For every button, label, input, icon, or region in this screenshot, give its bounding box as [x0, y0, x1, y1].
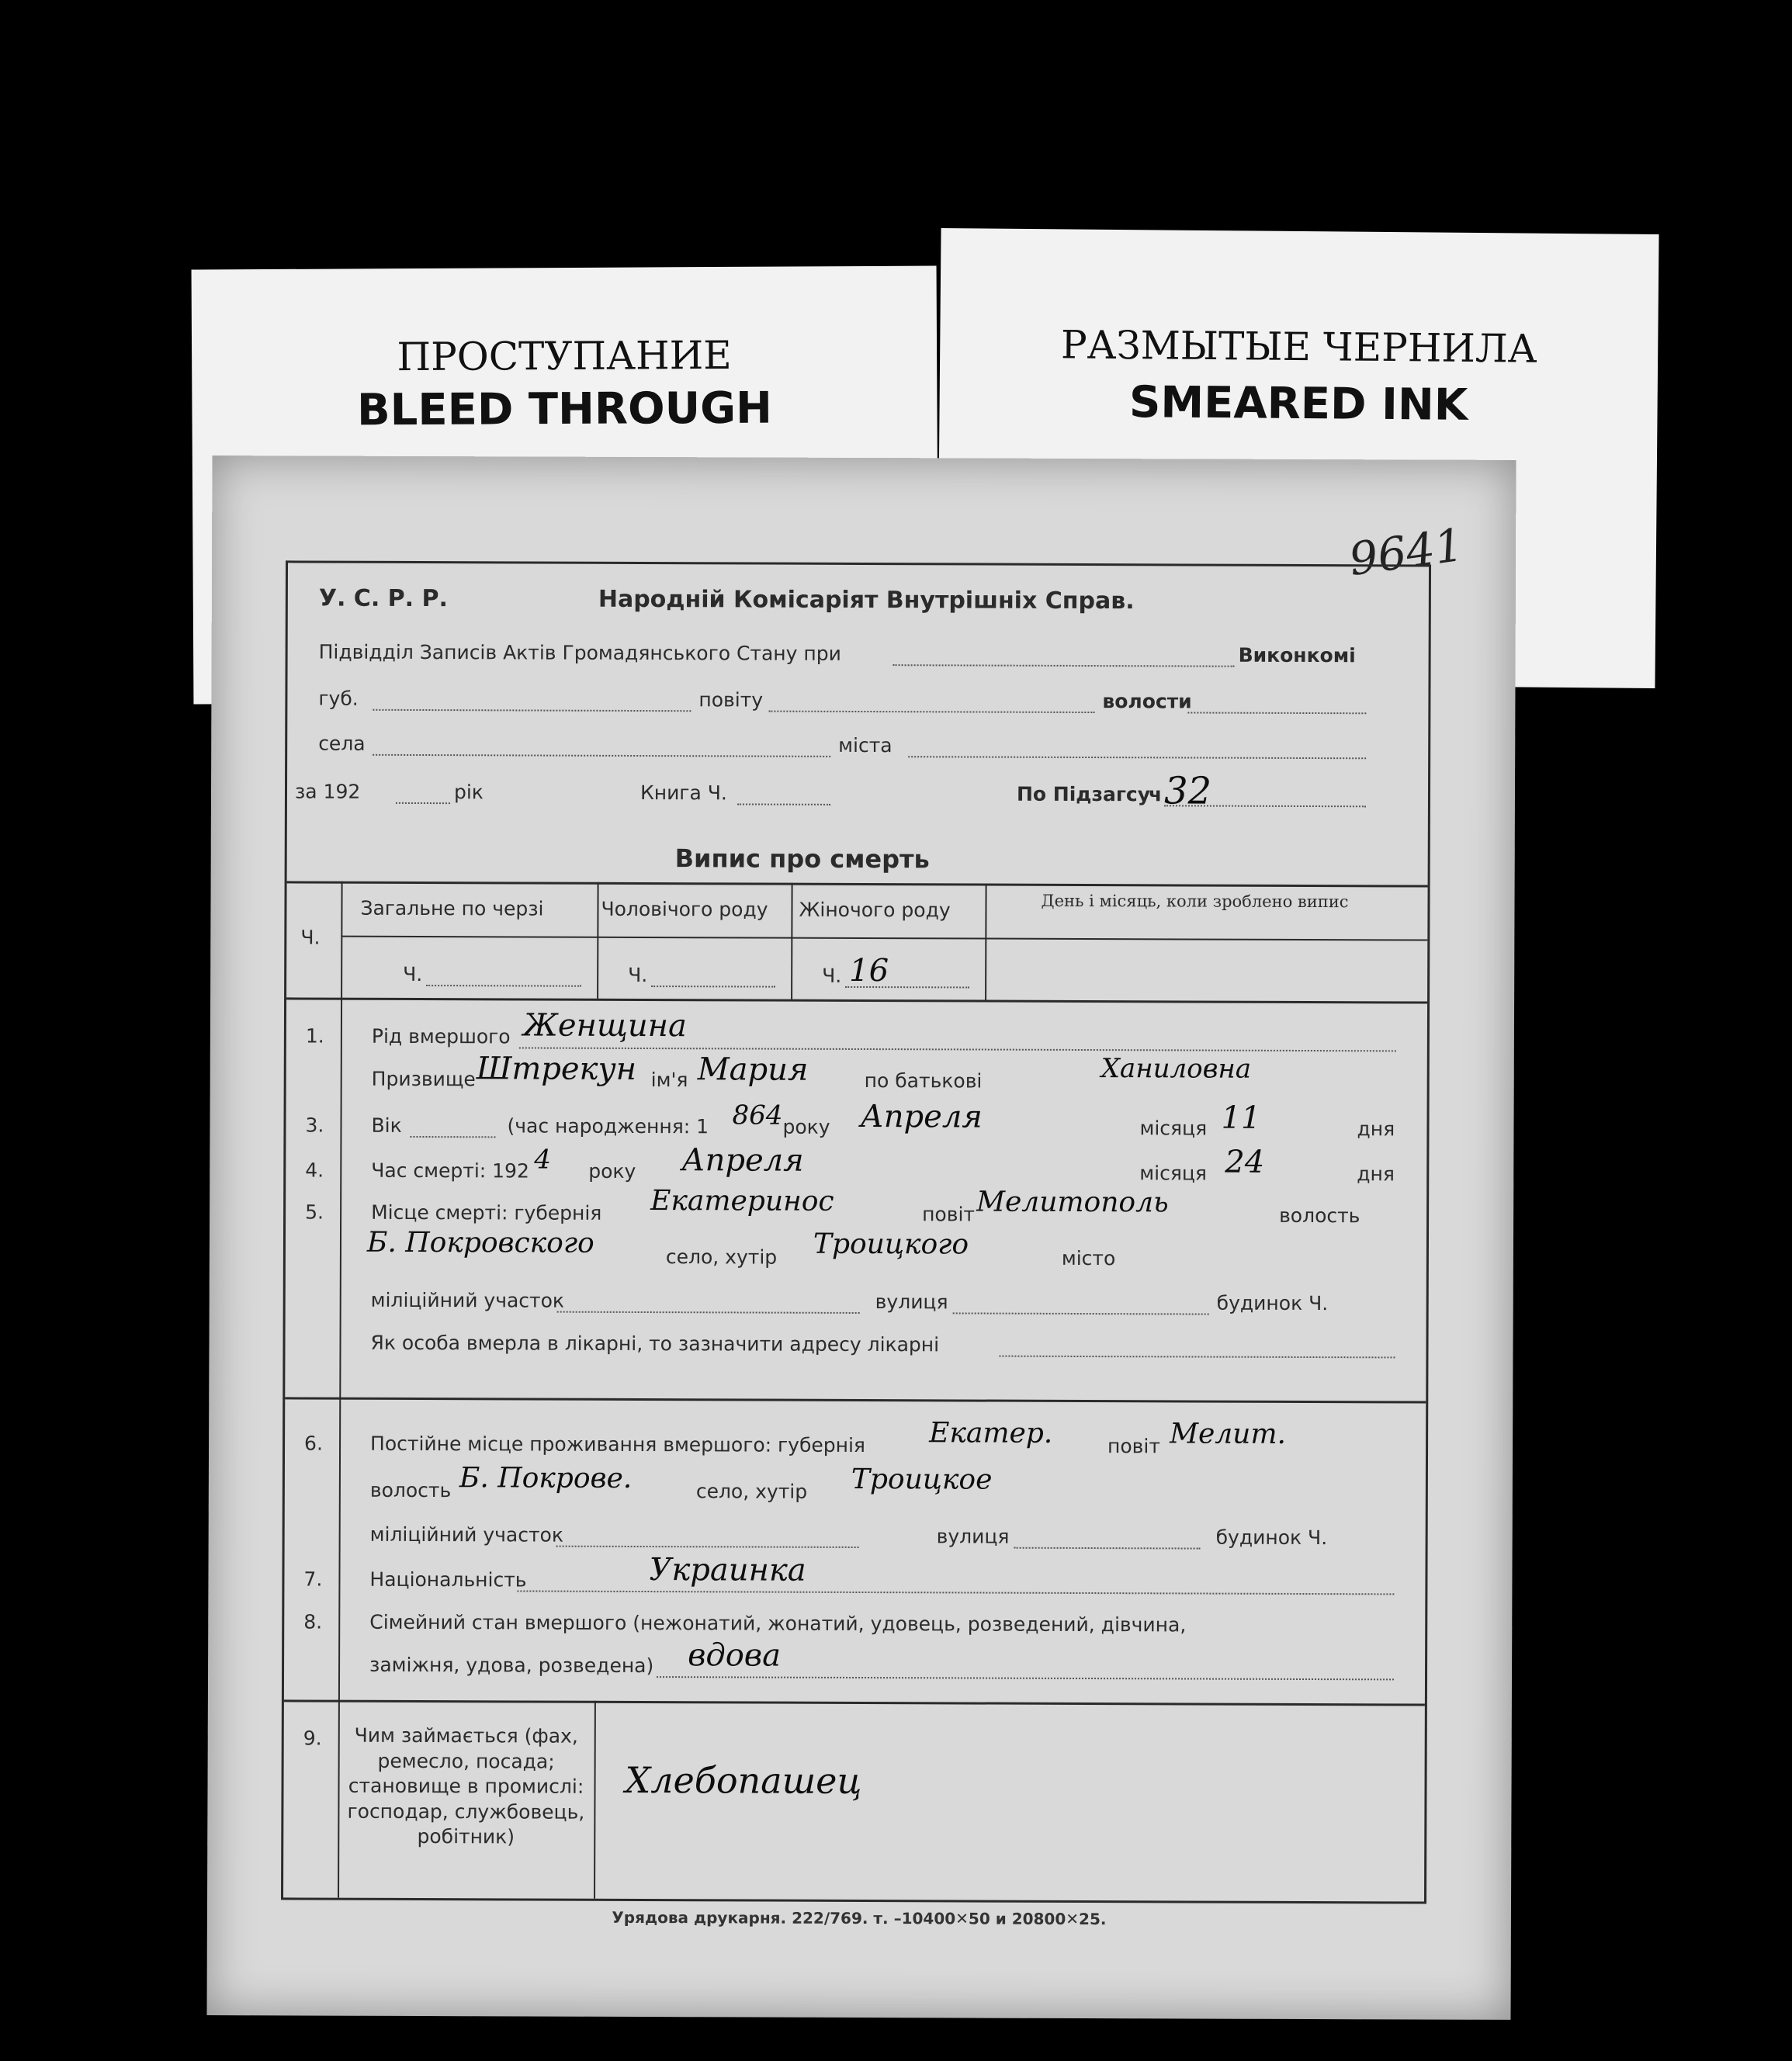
dotted-line	[410, 1136, 495, 1138]
subdept-label: Підвідділ Записів Актів Громадянського Стану при	[318, 640, 841, 665]
ussr-heading: У. С. Р. Р.	[318, 584, 448, 613]
col-general: Загальне по черзі	[360, 896, 544, 920]
dnya-label: дня	[1357, 1117, 1395, 1141]
patronymic-label: по батькові	[864, 1069, 983, 1093]
table-rule	[338, 998, 342, 1898]
vik-label: Вік	[371, 1114, 402, 1137]
rid-value: Женщина	[522, 1007, 687, 1044]
table-rule	[341, 936, 1427, 941]
certificate-frame	[281, 560, 1431, 1903]
male-ch: Ч.	[628, 963, 648, 987]
nationality-value: Украинка	[649, 1552, 806, 1588]
selo-khutir-label: село, хутір	[665, 1245, 778, 1269]
vulytsya-label: вулиця	[875, 1290, 948, 1314]
smeared-ink-en: SMEARED INK	[1128, 377, 1468, 431]
dotted-line	[519, 1047, 1396, 1051]
dnya-label: дня	[1357, 1162, 1395, 1186]
occupation-value: Хлебопашец	[625, 1758, 862, 1803]
dotted-line	[893, 664, 1235, 667]
item-number: 7.	[303, 1567, 323, 1591]
archive-number-note: 9641	[1346, 518, 1467, 587]
birth-label: (час народження: 1	[507, 1114, 709, 1138]
rik-label: рік	[453, 781, 484, 804]
death-day-value: 24	[1225, 1144, 1265, 1180]
col-male: Чоловічого роду	[601, 897, 768, 921]
mista-label: міста	[838, 733, 893, 757]
povit-label: повіт	[922, 1203, 976, 1226]
patronymic-value: Ханиловна	[1101, 1053, 1252, 1085]
dotted-line	[373, 754, 830, 757]
dotted-line	[1187, 712, 1366, 714]
povit-label: повіту	[698, 688, 764, 712]
volost-label: волость	[369, 1478, 452, 1502]
surname-value: Штрекун	[476, 1051, 637, 1087]
residence-khutir-value: Троицкое	[851, 1463, 993, 1496]
sela-label: села	[318, 732, 366, 755]
table-rule	[791, 883, 793, 999]
misto-label: місто	[1061, 1246, 1116, 1270]
residence-povit-value: Мелит.	[1170, 1418, 1287, 1450]
dotted-line	[999, 1356, 1395, 1359]
document-title: Випис про смерть	[674, 843, 930, 875]
marital-options-label: заміжня, удова, розведена)	[369, 1653, 654, 1678]
table-rule	[287, 881, 1428, 887]
table-rule	[286, 997, 1427, 1003]
misyatsya-label: місяця	[1139, 1162, 1207, 1185]
residence-label: Постійне місце проживання вмершого: губернія	[370, 1432, 866, 1457]
dotted-line	[556, 1546, 859, 1548]
death-time-label: Час смерті: 192	[371, 1159, 529, 1183]
po-pidzagsu-label: По Підзагсу	[1016, 782, 1151, 806]
budynok-label: будинок Ч.	[1216, 1291, 1329, 1315]
militsiya-label: міліційний участок	[369, 1522, 564, 1547]
vulytsya-label: вулиця	[936, 1525, 1010, 1548]
general-ch: Ч.	[403, 962, 423, 986]
dotted-line	[953, 1312, 1209, 1315]
death-year-value: 4	[534, 1144, 552, 1176]
section-rule	[285, 1397, 1426, 1403]
occupation-label: Чим займається (фах, ремесло, посада; становище в промислі: господар, службовець, робітник)	[347, 1723, 585, 1848]
death-povit-value: Мелитополь	[976, 1186, 1169, 1219]
dotted-line	[1014, 1547, 1201, 1550]
table-rule	[597, 882, 599, 999]
surname-label: Призвище	[371, 1067, 476, 1091]
budynok-label: будинок Ч.	[1215, 1526, 1328, 1550]
col-date-issued: День і місяць, коли зроблено випис	[1041, 891, 1349, 912]
item-number: 3.	[305, 1114, 324, 1137]
dotted-line	[557, 1311, 860, 1314]
dotted-line	[396, 802, 450, 804]
marital-label: Сімейний стан вмершого (нежонатий, жонатий, удовець, розведений, дівчина,	[369, 1610, 1187, 1637]
bleed-through-en: BLEED THROUGH	[356, 383, 773, 436]
volost-label: волости	[1102, 690, 1192, 713]
item-number: 1.	[305, 1024, 324, 1048]
dotted-line	[768, 711, 1094, 713]
birth-year-value: 864	[732, 1100, 783, 1131]
table-rule	[985, 884, 987, 1000]
col-female: Жіночого роду	[799, 898, 951, 922]
bleed-through-ru: ПРОСТУПАНИЕ	[397, 332, 732, 380]
dotted-line	[737, 803, 830, 805]
death-guberniya-value: Екатеринос	[650, 1185, 834, 1218]
item-number: 9.	[303, 1727, 322, 1750]
dotted-line	[657, 1676, 1394, 1680]
nationality-label: Національність	[369, 1567, 527, 1592]
guberniya-label: губ.	[318, 687, 359, 710]
dotted-line	[651, 985, 775, 988]
female-number: 16	[849, 952, 889, 989]
printer-footer: Урядова друкарня. 222/769. т. –10400✕50 и 20800✕25.	[612, 1907, 1107, 1929]
item-number: 4.	[305, 1159, 324, 1182]
item-number: 6.	[304, 1432, 323, 1455]
death-certificate-document	[206, 455, 1516, 2020]
table-rule	[341, 882, 343, 998]
table-rule	[594, 1701, 596, 1899]
militsiya-label: міліційний участок	[370, 1288, 565, 1312]
female-ch: Ч.	[822, 964, 842, 987]
knyga-label: Книга Ч.	[640, 781, 727, 805]
misyatsya-label: місяця	[1139, 1117, 1208, 1140]
death-volost-value: Б. Покровского	[366, 1226, 594, 1259]
birth-month-value: Апреля	[860, 1098, 983, 1135]
dotted-line	[426, 985, 581, 987]
pidzags-ch-label: ч	[1148, 783, 1163, 806]
hospital-label: Як особа вмерла в лікарні, то зазначити адресу лікарні	[370, 1331, 940, 1356]
ministry-heading: Народній Комісаріят Внутрішніх Справ.	[598, 585, 1135, 615]
vykonkom-label: Виконкомі	[1238, 643, 1356, 667]
table-row-label: Ч.	[300, 926, 321, 949]
rid-label: Рід вмершого	[371, 1024, 511, 1048]
dotted-line	[908, 756, 1366, 759]
item-number: 8.	[303, 1610, 323, 1633]
death-month-value: Апреля	[681, 1142, 804, 1179]
section-rule	[284, 1699, 1425, 1706]
roku-label: року	[782, 1115, 830, 1138]
marital-value: вдова	[688, 1637, 782, 1674]
roku-label: року	[588, 1159, 636, 1183]
year-label: за 192	[294, 780, 361, 803]
pidzags-number: 32	[1163, 769, 1212, 813]
smeared-ink-ru: РАЗМЫТЫЕ ЧЕРНИЛА	[1060, 322, 1537, 372]
dotted-line	[373, 709, 691, 712]
povit-label: повіт	[1107, 1435, 1161, 1458]
dotted-line	[517, 1590, 1394, 1595]
birth-day-value: 11	[1221, 1100, 1261, 1136]
residence-guberniya-value: Екатер.	[929, 1417, 1053, 1450]
death-khutir-value: Троицкого	[813, 1228, 969, 1261]
imya-label: ім'я	[650, 1069, 688, 1092]
item-number: 5.	[305, 1200, 324, 1224]
name-value: Мария	[697, 1051, 809, 1088]
volost-label: волость	[1279, 1204, 1360, 1228]
death-place-label: Місце смерті: губернія	[371, 1200, 602, 1224]
residence-volost-value: Б. Покрове.	[459, 1462, 633, 1495]
selo-khutir-label: село, хутір	[695, 1480, 808, 1503]
